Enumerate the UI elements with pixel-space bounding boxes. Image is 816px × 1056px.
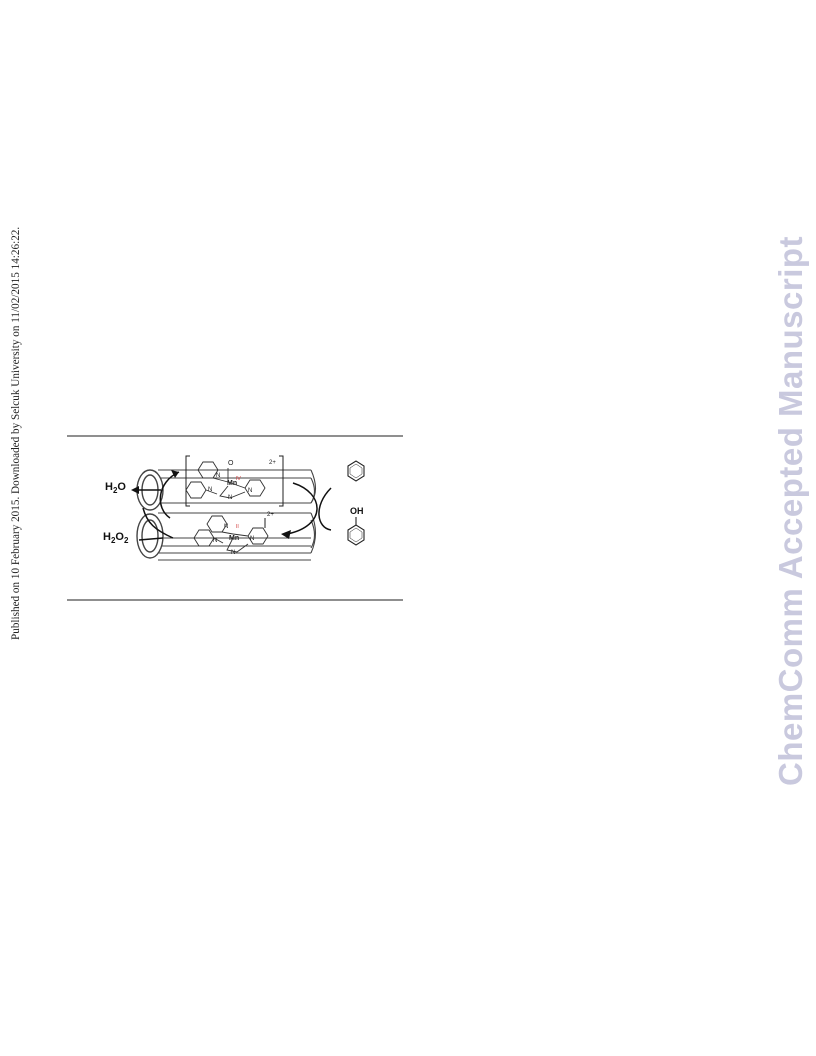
mn-ii-complex	[194, 516, 268, 552]
publication-info-sidebar: Published on 10 February 2015. Downloaded by Selcuk University on 11/02/2015 14:26:22.	[10, 226, 22, 640]
svg-text:N: N	[228, 495, 233, 501]
n-label-1: N	[216, 473, 221, 479]
svg-text:N: N	[231, 550, 236, 556]
arrowhead-water	[131, 486, 139, 494]
nanotube-openings	[137, 470, 163, 558]
charge-label-upper: 2+	[269, 460, 276, 466]
accepted-manuscript-watermark: ChemComm Accepted Manuscript	[772, 235, 809, 786]
svg-text:N: N	[248, 488, 253, 494]
phenol-oh-label: OH	[350, 506, 364, 516]
svg-text:N: N	[250, 536, 255, 542]
svg-text:N: N	[224, 524, 229, 530]
cycle-arrow-right	[287, 483, 317, 534]
catalytic-cycle-figure	[95, 448, 395, 583]
oxo-label: O	[228, 460, 234, 467]
figure-top-rule	[67, 435, 403, 437]
mn-iv-oxo-complex	[186, 462, 265, 498]
oxidation-state-iv: IV	[236, 476, 241, 482]
mn-ii-label: Mn	[229, 535, 240, 542]
catalysis-scheme	[95, 448, 395, 578]
figure-bottom-rule	[67, 599, 403, 601]
svg-text:N: N	[213, 538, 218, 544]
phenol-structure	[348, 517, 364, 545]
svg-text:N: N	[208, 487, 213, 493]
water-label: $H_2O$	[105, 481, 126, 495]
oxidation-state-ii: II	[236, 524, 239, 530]
charge-label-lower: 2+	[267, 512, 274, 518]
benzene-structure	[348, 461, 364, 481]
mn-iv-label: Mn	[227, 480, 238, 487]
hydrogen-peroxide-label: $H_2O_2$	[103, 531, 129, 545]
